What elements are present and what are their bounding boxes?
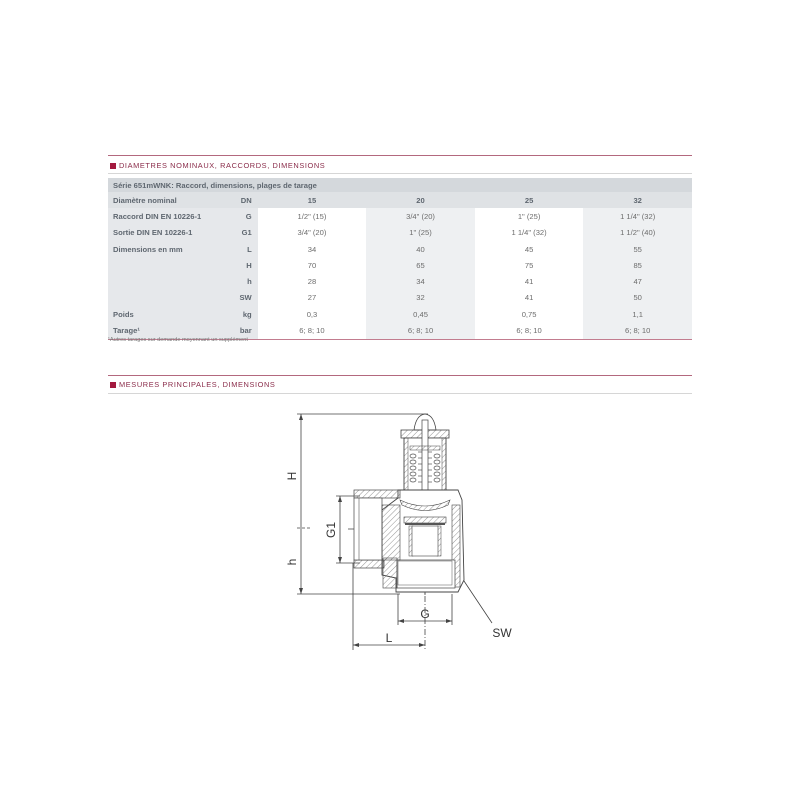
cell: 0,75 xyxy=(475,306,584,322)
dim-label-SW: SW xyxy=(492,626,512,640)
cell: 75 xyxy=(475,257,584,273)
row-unit: H xyxy=(222,257,258,273)
cell: 34 xyxy=(258,241,367,257)
cell: 6; 8; 10 xyxy=(258,322,367,339)
cell: 1 1/2" (40) xyxy=(583,225,692,241)
cell: 3/4" (20) xyxy=(366,208,475,224)
row-unit: SW xyxy=(222,290,258,306)
dim-label-G: G xyxy=(420,607,430,621)
cell: 1,1 xyxy=(583,306,692,322)
cell: 1" (25) xyxy=(366,225,475,241)
cell: 70 xyxy=(258,257,367,273)
dim-label-L: L xyxy=(385,631,393,645)
cell: 0,3 xyxy=(258,306,367,322)
cell: 28 xyxy=(258,273,367,289)
row-label: Dimensions en mm xyxy=(108,241,222,257)
cell: 0,45 xyxy=(366,306,475,322)
dim-label-G1: G1 xyxy=(324,521,338,539)
header-unit: DN xyxy=(222,192,258,208)
cell: 41 xyxy=(475,273,584,289)
cell: 6; 8; 10 xyxy=(475,322,584,339)
row-label: Sortie DIN EN 10226-1 xyxy=(108,225,222,241)
table-footnote: ¹Autres tarages sur demande moyennant un supplément xyxy=(108,337,248,343)
row-unit: kg xyxy=(222,306,258,322)
section-title-text: MESURES PRINCIPALES, DIMENSIONS xyxy=(119,380,276,389)
cell: 1 1/4" (32) xyxy=(475,225,584,241)
row-label: Poids xyxy=(108,306,222,322)
cell: 6; 8; 10 xyxy=(583,322,692,339)
cell: 47 xyxy=(583,273,692,289)
dim-label-H: H xyxy=(285,471,299,481)
row-unit: L xyxy=(222,241,258,257)
cell: 27 xyxy=(258,290,367,306)
section-title-text: DIAMETRES NOMINAUX, RACCORDS, DIMENSIONS xyxy=(119,161,326,170)
header-dn: 32 xyxy=(583,192,692,208)
cell: 1" (25) xyxy=(475,208,584,224)
cell: 34 xyxy=(366,273,475,289)
cell: 3/4" (20) xyxy=(258,225,367,241)
header-dn: 25 xyxy=(475,192,584,208)
cell: 55 xyxy=(583,241,692,257)
cell: 65 xyxy=(366,257,475,273)
row-unit: G1 xyxy=(222,225,258,241)
cell: 32 xyxy=(366,290,475,306)
cell: 41 xyxy=(475,290,584,306)
row-unit: bar xyxy=(222,322,258,339)
cell: 40 xyxy=(366,241,475,257)
table-caption: Série 651mWNK: Raccord, dimensions, plages de tarage xyxy=(108,178,692,192)
row-label: Raccord DIN EN 10226-1 xyxy=(108,208,222,224)
cell: 1/2" (15) xyxy=(258,208,367,224)
cell: 1 1/4" (32) xyxy=(583,208,692,224)
row-unit: h xyxy=(222,273,258,289)
dim-label-h: h xyxy=(285,558,299,566)
cell: 50 xyxy=(583,290,692,306)
cell: 85 xyxy=(583,257,692,273)
cell: 45 xyxy=(475,241,584,257)
header-dn: 15 xyxy=(258,192,367,208)
row-unit: G xyxy=(222,208,258,224)
cell: 6; 8; 10 xyxy=(366,322,475,339)
row-label: Tarage¹ xyxy=(108,322,222,339)
header-label: Diamètre nominal xyxy=(108,192,222,208)
header-dn: 20 xyxy=(366,192,475,208)
